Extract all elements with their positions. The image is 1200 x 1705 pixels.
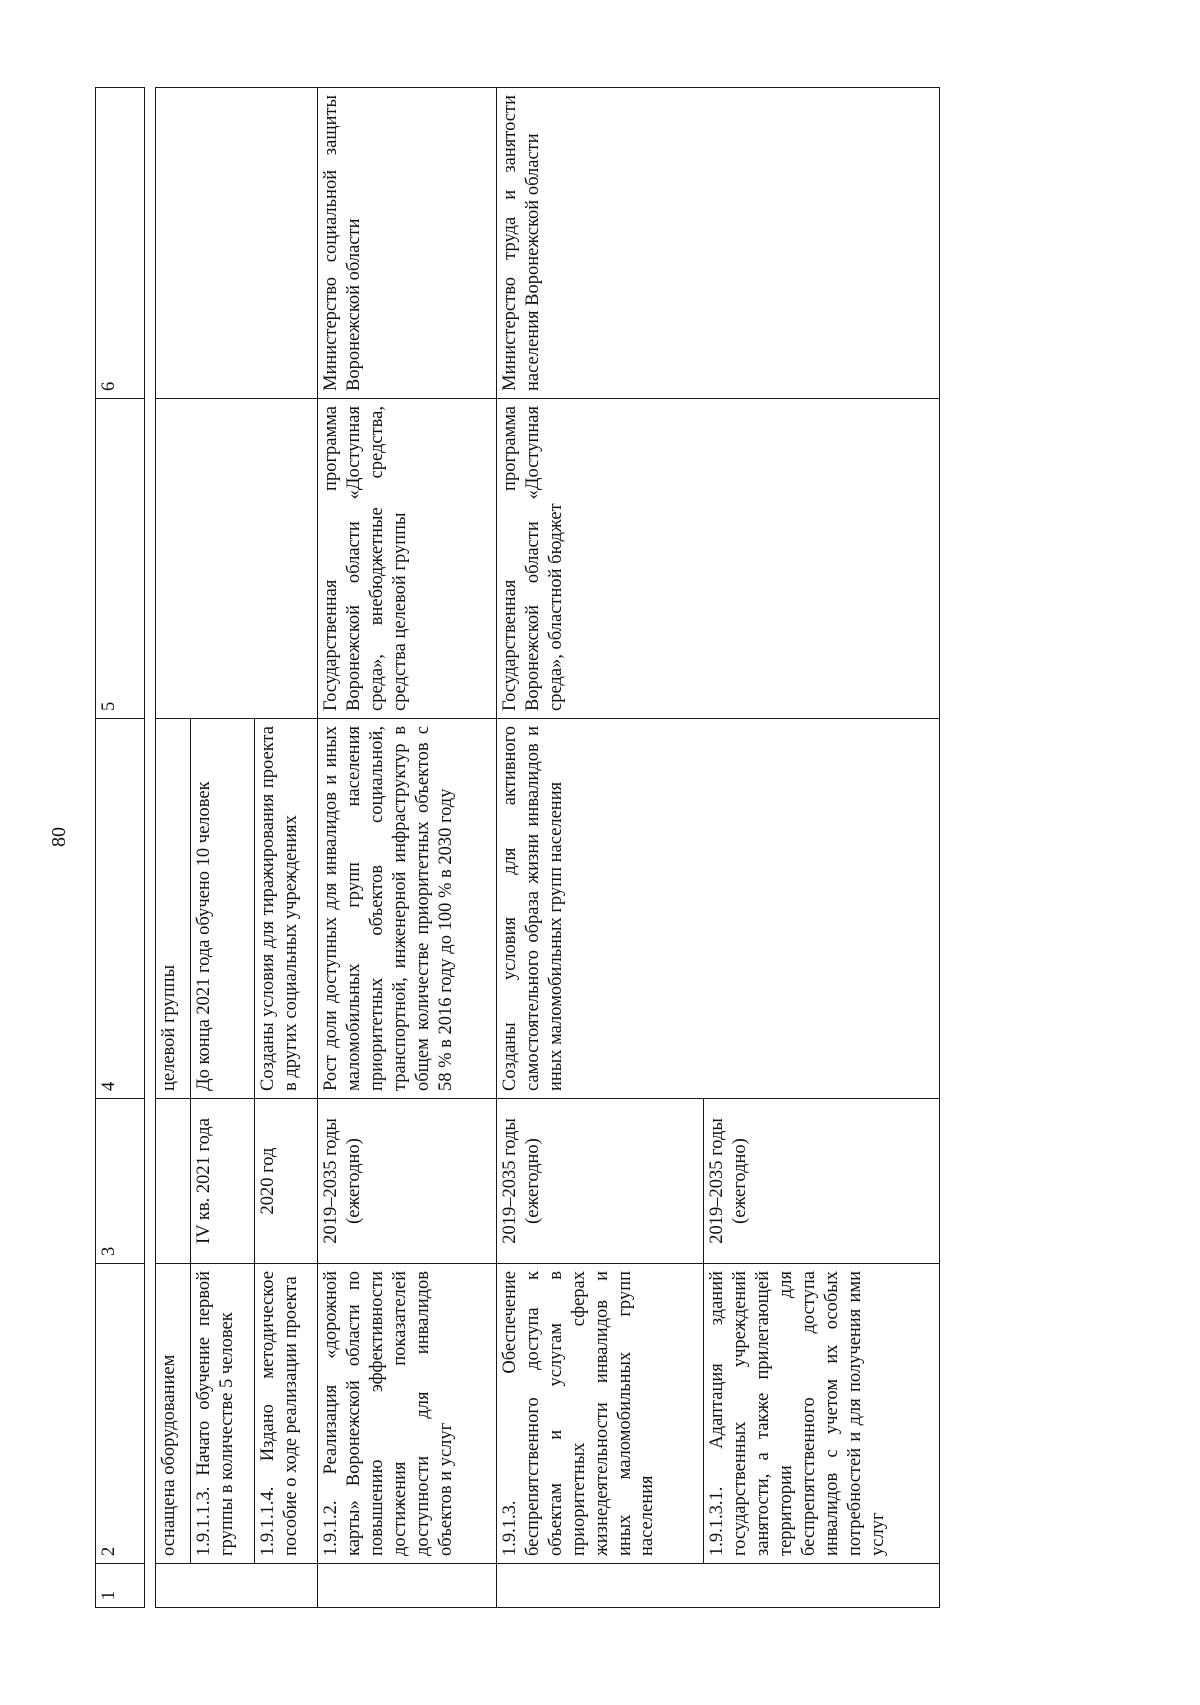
header-cell-3: 3 xyxy=(96,1099,145,1264)
measure-cell: 1.9.1.1.4. Издано методическое пособие о ходе реализации проекта xyxy=(254,1264,318,1564)
measure-cell: оснащена оборудованием xyxy=(156,1264,191,1564)
header-cell-4: 4 xyxy=(96,719,145,1099)
rotated-table-container xyxy=(95,88,940,1608)
source-cell: Государственная программа Воронежской области «Доступная среда», внебюджетные средства, средства целевой группы xyxy=(318,399,497,719)
period-cell: 2019–2035 годы (ежегодно) xyxy=(496,1099,703,1264)
measure-cell: 1.9.1.2. Реализация «дорожной карты» Воронежской области по повышению эффективности достижения показателей доступности для инвалидов объектов и услуг xyxy=(318,1264,497,1564)
executor-cell xyxy=(156,88,318,399)
result-cell: Созданы условия для активного самостоятельного образа жизни инвалидов и иных маломобильных групп населения xyxy=(496,719,939,1099)
source-cell: Государственная программа Воронежской области «Доступная среда», областной бюджет xyxy=(496,399,939,719)
executor-cell: Министерство труда и занятости населения Воронежской области xyxy=(496,88,939,399)
header-row xyxy=(96,88,145,1608)
empty-cell xyxy=(318,1564,497,1608)
measures-table xyxy=(95,87,940,1608)
period-cell: 2020 год xyxy=(254,1099,318,1264)
table-row xyxy=(318,88,497,1608)
header-cell-1: 1 xyxy=(96,1564,145,1608)
measure-cell: 1.9.1.1.3. Начато обучение первой группы в количестве 5 человек xyxy=(190,1264,254,1564)
table-row xyxy=(156,88,191,1608)
measure-cell: 1.9.1.3. Обеспечение беспрепятственного доступа к объектам и услугам в приоритетных сферах жизнедеятельности инвалидов и иных маломобильных групп населения xyxy=(496,1264,703,1564)
result-cell: До конца 2021 года обучено 10 человек xyxy=(190,719,254,1099)
result-cell: целевой группы xyxy=(156,719,191,1099)
table-row xyxy=(496,88,703,1608)
period-cell: 2019–2035 годы (ежегодно) xyxy=(318,1099,497,1264)
header-cell-2: 2 xyxy=(96,1264,145,1564)
header-gap xyxy=(145,88,156,1608)
result-cell: Созданы условия для тиражирования проекта в других социальных учреждениях xyxy=(254,719,318,1099)
header-cell-6: 6 xyxy=(96,88,145,399)
header-cell-5: 5 xyxy=(96,399,145,719)
period-cell: IV кв. 2021 года xyxy=(190,1099,254,1264)
result-cell: Рост доли доступных для инвалидов и иных маломобильных групп населения приоритетных объектов социальной, транспортной, инженерной инфраструктур в общем количестве приоритетных объектов с 58 % в 2016 году до 100 % в 2030 году xyxy=(318,719,497,1099)
empty-cell xyxy=(496,1564,939,1608)
measure-cell: 1.9.1.3.1. Адаптация зданий государственных учреждений занятости, а также прилегающей территории для беспрепятственного доступа инвалидов с учетом их особых потребностей и для получения ими услуг xyxy=(704,1264,940,1564)
executor-cell: Министерство социальной защиты Воронежской области xyxy=(318,88,497,399)
empty-cell xyxy=(156,1564,318,1608)
period-cell xyxy=(156,1099,191,1264)
source-cell xyxy=(156,399,318,719)
page-number: 80 xyxy=(48,827,70,847)
period-cell: 2019–2035 годы (ежегодно) xyxy=(704,1099,940,1264)
